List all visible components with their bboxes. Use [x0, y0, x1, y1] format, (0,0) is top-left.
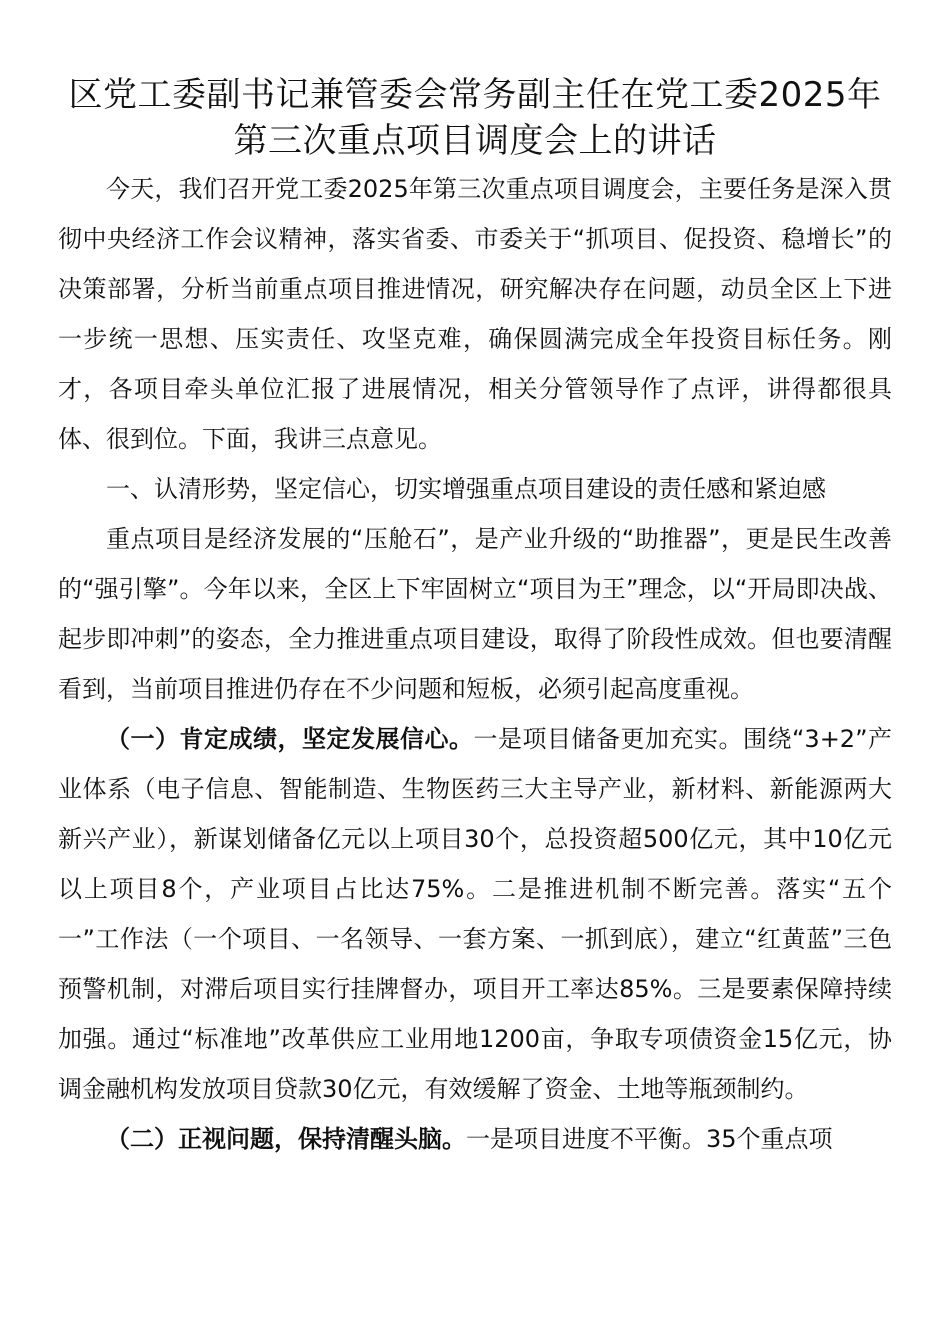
paragraph-text: 一是项目进度不平衡。35个重点项 — [466, 1125, 833, 1153]
paragraph-text: 今天，我们召开党工委2025年第三次重点项目调度会，主要任务是深入贯彻中央经济工作会议精神，落实省委、市委关于“抓项目、促投资、稳增长”的决策部署，分析当前重点项目推进情况，研究解决存在问题，动员全区上下进一步统一思想、压实责任、攻坚克难，确保圆满完成全年投资目标任务。刚才，各项目牵头单位汇报了进展情况，相关分管领导作了点评，讲得都很具体、很到位。下面，我讲三点意见。 — [58, 175, 892, 453]
paragraph-subsection-2 — [58, 1114, 892, 1164]
document-body — [58, 164, 892, 1164]
paragraph-subsection-1 — [58, 714, 892, 1114]
heading-text: 一、认清形势，坚定信心，切实增强重点项目建设的责任感和紧迫感 — [106, 475, 826, 503]
subsection-lead: （二）正视问题，保持清醒头脑。 — [106, 1125, 466, 1153]
paragraph-text: 重点项目是经济发展的“压舱石”，是产业升级的“助推器”，更是民生改善的“强引擎”。今年以来，全区上下牢固树立“项目为王”理念，以“开局即决战、起步即冲刺”的姿态，全力推进重点项目建设，取得了阶段性成效。但也要清醒看到，当前项目推进仍存在不少问题和短板，必须引起高度重视。 — [58, 525, 892, 703]
document-title: 区党工委副书记兼管委会常务副主任在党工委2025年第三次重点项目调度会上的讲话 — [68, 75, 882, 161]
paragraph-intro — [58, 164, 892, 464]
paragraph-section-1 — [58, 514, 892, 714]
subsection-lead: （一）肯定成绩，坚定发展信心。 — [106, 725, 474, 753]
section-heading-1 — [58, 464, 892, 514]
paragraph-text: 一是项目储备更加充实。围绕“3+2”产业体系（电子信息、智能制造、生物医药三大主导产业，新材料、新能源两大新兴产业），新谋划储备亿元以上项目30个，总投资超500亿元，其中10亿元以上项目8个，产业项目占比达75%。二是推进机制不断完善。落实“五个一”工作法（一个项目、一名领导、一套方案、一抓到底），建立“红黄蓝”三色预警机制，对滞后项目实行挂牌督办，项目开工率达85%。三是要素保障持续加强。通过“标准地”改革供应工业用地1200亩，争取专项债资金15亿元，协调金融机构发放项目贷款30亿元，有效缓解了资金、土地等瓶颈制约。 — [58, 725, 893, 1103]
